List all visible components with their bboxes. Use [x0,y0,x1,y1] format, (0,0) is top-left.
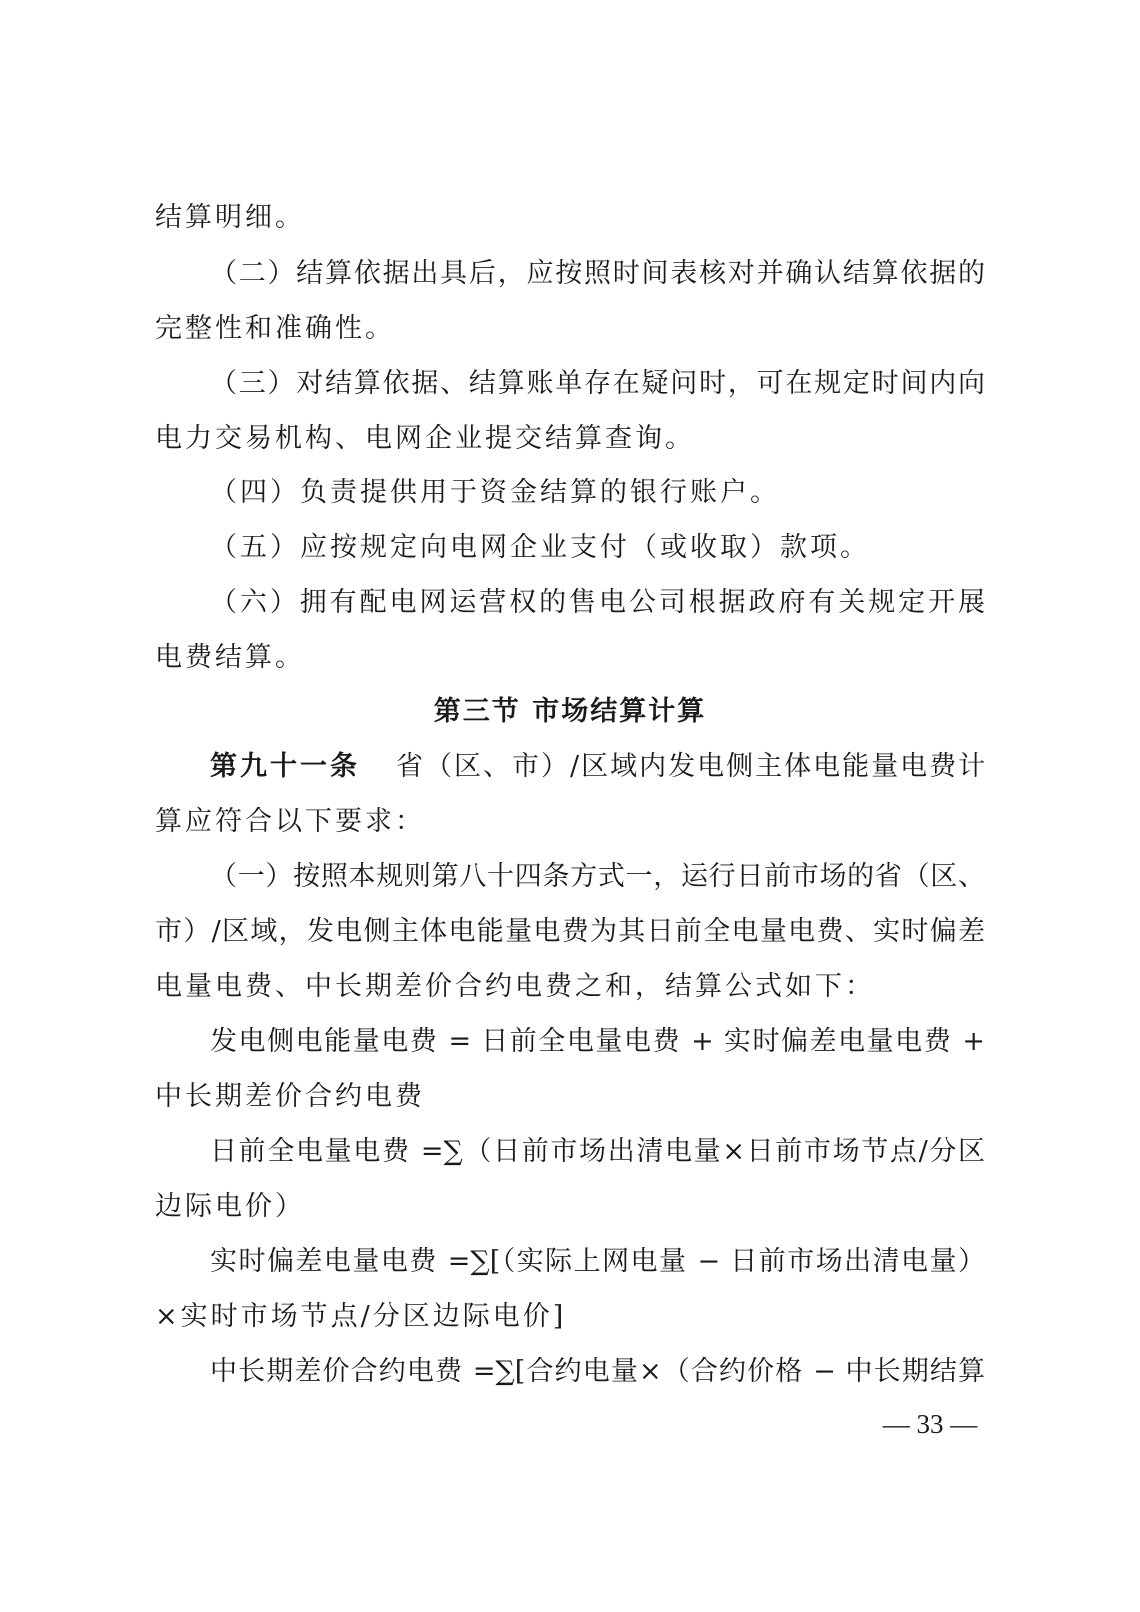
page-number: — 33 — [882,1409,978,1439]
formula-line: 日前全电量电费 =∑（日前市场出清电量×日前市场节点/分区 [210,1136,985,1167]
paragraph-line: （三）对结算依据、结算账单存在疑问时，可在规定时间内向 [210,368,985,399]
section-title: 第三节 市场结算计算 [433,696,707,727]
paragraph-line: （六）拥有配电网运营权的售电公司根据政府有关规定开展 [210,587,985,618]
paragraph-line: （四）负责提供用于资金结算的银行账户。 [210,477,780,508]
formula-line: ×实时市场节点/分区边际电价] [155,1301,567,1332]
paragraph-line: 电力交易机构、电网企业提交结算查询。 [155,423,695,454]
article-text: 省（区、市）/区域内发电侧主体电能量电费计 [396,751,988,782]
formula-line: 边际电价） [155,1191,305,1222]
paragraph-line: 电量电费、中长期差价合约电费之和，结算公式如下： [155,971,875,1002]
paragraph-line: （一）按照本规则第八十四条方式一，运行日前市场的省（区、 [210,861,985,892]
article-label: 第九十一条 [210,751,360,782]
paragraph-line: 市）/区域，发电侧主体电能量电费为其日前全电量电费、实时偏差 [155,916,985,947]
article-line [210,747,988,787]
paragraph-line: （二）结算依据出具后，应按照时间表核对并确认结算依据的 [210,258,985,289]
formula-line: 发电侧电能量电费 = 日前全电量电费 + 实时偏差电量电费 + [210,1026,985,1057]
paragraph-line: 完整性和准确性。 [155,313,395,344]
paragraph-line: （五）应按规定向电网企业支付（或收取）款项。 [210,532,870,563]
formula-line: 实时偏差电量电费 =∑[（实际上网电量 − 日前市场出清电量） [210,1246,985,1277]
paragraph-line: 电费结算。 [155,642,305,673]
paragraph-line: 算应符合以下要求： [155,806,425,837]
formula-line: 中长期差价合约电费 [155,1081,425,1112]
paragraph-line: 结算明细。 [155,202,305,233]
formula-line: 中长期差价合约电费 =∑[合约电量×（合约价格 − 中长期结算 [210,1356,985,1387]
